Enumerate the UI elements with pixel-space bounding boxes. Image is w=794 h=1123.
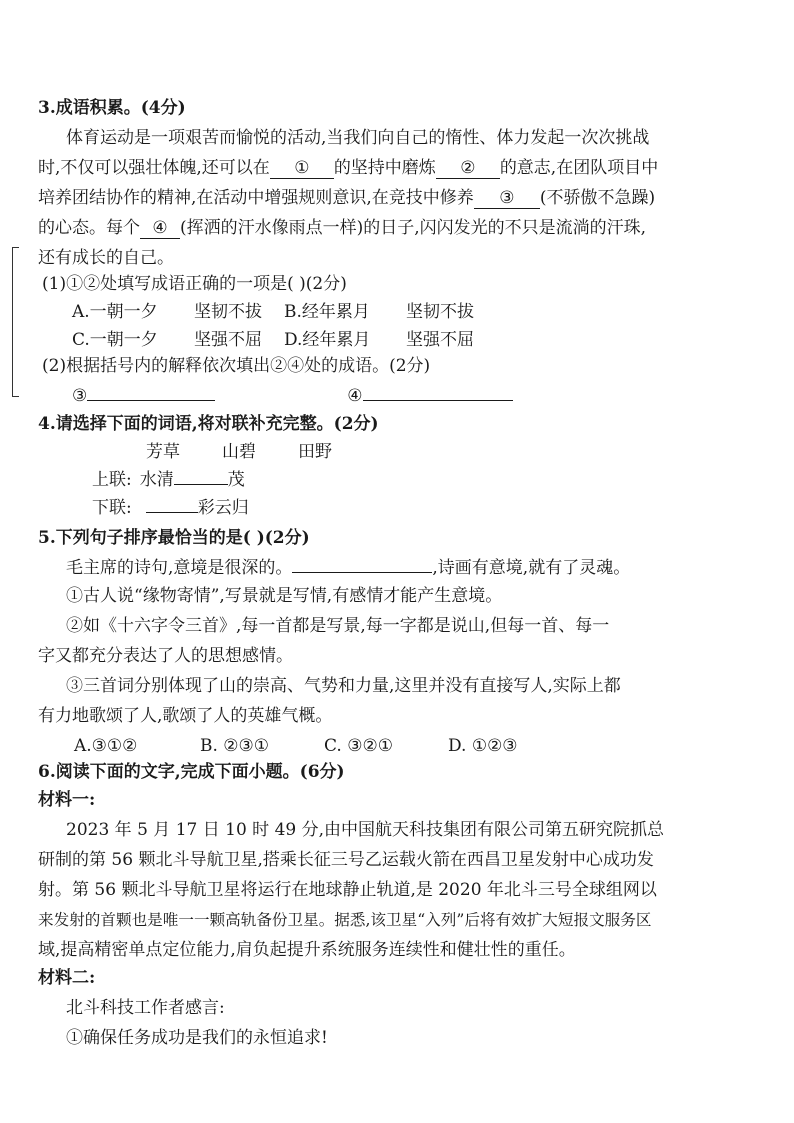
lower-blank[interactable] [146, 512, 198, 513]
material-2-line-1: 北斗科技工作者感言: [66, 998, 225, 1018]
q4-upper-couplet [92, 468, 754, 492]
blank-3[interactable]: ③ [474, 188, 540, 209]
lower-text: 彩云归 [197, 498, 249, 518]
lower-label: 下联: [92, 498, 132, 518]
q3-para-line-1: 体育运动是一项艰苦而愉悦的活动,当我们向自己的惰性、体力发起一次次挑战 [66, 128, 650, 148]
option-a-word: 坚韧不拔 [194, 302, 262, 322]
option-a[interactable]: A.一朝一夕 [72, 302, 158, 322]
word-2: 山碧 [222, 442, 256, 462]
q3-sub2: (2)根据括号内的解释依次填出②④处的成语。(2分) [42, 356, 431, 376]
option-d[interactable]: D.经年累月 [284, 330, 371, 350]
material-2-title: 材料二: [38, 968, 96, 988]
q5-sentence-2: ②如《十六字令三首》,每一首都是写景,每一字都是说山,但每一首、每一 [66, 616, 610, 636]
q3-para-line-2 [38, 156, 754, 180]
option-b[interactable]: B.经年累月 [284, 302, 370, 322]
blank-2[interactable]: ② [436, 158, 500, 179]
option-d-word: 坚强不屈 [406, 330, 474, 350]
q3-para-line-5: 还有成长的自己。 [38, 248, 174, 268]
q4-word-bank [146, 440, 754, 464]
upper-text-end: 茂 [227, 470, 245, 490]
option-c-word: 坚强不屈 [194, 330, 262, 350]
answer-blank-4[interactable] [363, 400, 513, 401]
material-1-line-3: 射。第 56 颗北斗导航卫星将运行在地球静止轨道,是 2020 年北斗三号全球组网以 [38, 880, 657, 900]
upper-text: 水清 [139, 470, 174, 490]
material-1-title: 材料一: [38, 790, 96, 810]
q3-sub1-options-row-2 [72, 328, 754, 352]
word-3: 田野 [298, 442, 332, 462]
q3-text: 的意志,在团队项目中 [499, 158, 659, 178]
q5-options [74, 734, 754, 758]
upper-label: 上联: [92, 470, 132, 490]
q3-text: 的心态。每个 [38, 218, 140, 238]
q3-para-line-4 [38, 216, 754, 240]
blank-1[interactable]: ① [270, 158, 334, 179]
material-1-line-5: 域,提高精密单点定位能力,肩负起提升系统服务连续性和健壮性的重任。 [38, 940, 576, 960]
q6-title: 6.阅读下面的文字,完成下面小题。(6分) [38, 762, 345, 782]
q4-lower-couplet [92, 496, 754, 520]
q5-sentence-2-cont: 字又都充分表达了人的思想感情。 [38, 646, 293, 666]
q5-lead-text: 毛主席的诗句,意境是很深的。 [66, 558, 293, 578]
q5-option-b[interactable]: B. ②③① [200, 736, 270, 756]
q3-text: 时,不仅可以强壮体魄,还可以在 [38, 158, 270, 178]
q5-option-d[interactable]: D. ①②③ [448, 736, 518, 756]
q3-sub1: (1)①②处填写成语正确的一项是( )(2分) [42, 274, 347, 294]
q3-text: (挥洒的汗水像雨点一样)的日子,闪闪发光的不只是流淌的汗珠, [180, 218, 647, 238]
q3-title: 3.成语积累。(4分) [38, 98, 186, 118]
q5-lead [66, 556, 754, 580]
margin-bracket [12, 247, 19, 397]
q3-text: 培养团结协作的精神,在活动中增强规则意识,在竞技中修养 [38, 188, 474, 208]
answer-label-4: ④ [347, 386, 363, 406]
q5-title: 5.下列句子排序最恰当的是( )(2分) [38, 528, 310, 548]
material-2-line-2: ①确保任务成功是我们的永恒追求! [66, 1028, 328, 1048]
upper-blank[interactable] [174, 484, 228, 485]
q5-sentence-3: ③三首词分别体现了山的崇高、气势和力量,这里并没有直接写人,实际上都 [66, 676, 621, 696]
q3-sub1-options-row-1 [72, 300, 754, 324]
q5-sentence-3-cont: 有力地歌颂了人,歌颂了人的英雄气概。 [38, 706, 333, 726]
q4-title: 4.请选择下面的词语,将对联补充完整。(2分) [38, 414, 379, 434]
answer-label-3: ③ [72, 386, 88, 406]
q5-option-a[interactable]: A.③①② [74, 736, 138, 756]
q3-para-line-3 [38, 186, 754, 210]
option-c[interactable]: C.一朝一夕 [72, 330, 158, 350]
answer-blank-3[interactable] [87, 400, 215, 401]
blank-4[interactable]: ④ [140, 218, 180, 239]
q5-lead-blank[interactable] [292, 572, 432, 573]
option-b-word: 坚韧不拔 [406, 302, 474, 322]
material-1-line-2: 研制的第 56 颗北斗导航卫星,搭乘长征三号乙运载火箭在西昌卫星发射中心成功发 [38, 850, 654, 870]
q3-sub2-answers [72, 384, 754, 408]
q3-text: 的坚持中磨炼 [333, 158, 436, 178]
material-1-line-1: 2023 年 5 月 17 日 10 时 49 分,由中国航天科技集团有限公司第五研究院抓总 [66, 820, 665, 840]
material-1-line-4: 来发射的首颗也是唯一一颗高轨备份卫星。据悉,该卫星“入列”后将有效扩大短报文服务区 [38, 911, 652, 929]
word-1: 芳草 [146, 442, 180, 462]
q3-text: (不骄傲不急躁) [539, 188, 656, 208]
q5-option-c[interactable]: C. ③②① [324, 736, 393, 756]
q5-lead-text-end: ,诗画有意境,就有了灵魂。 [432, 558, 631, 578]
q5-sentence-1: ①古人说“缘物寄情”,写景就是写情,有感情才能产生意境。 [66, 586, 503, 606]
